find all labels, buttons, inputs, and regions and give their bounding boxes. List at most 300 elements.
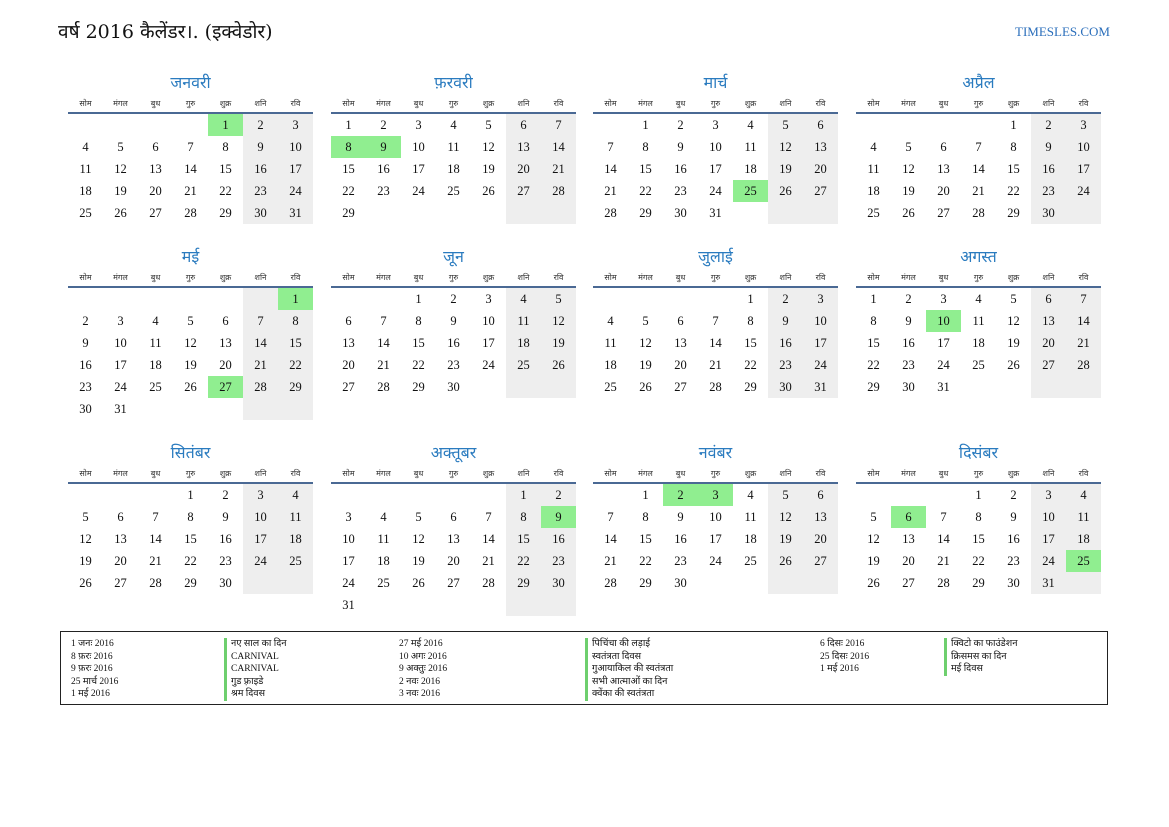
day-cell: 21	[1066, 332, 1101, 354]
day-cell: 10	[709, 509, 722, 524]
day-cell: 15	[639, 161, 652, 176]
day-cell: 7	[1066, 288, 1101, 310]
day-cell: 31	[342, 597, 355, 612]
day-cell: 23	[377, 183, 390, 198]
day-cell: 12	[541, 310, 576, 332]
month-name: अगस्त	[960, 247, 997, 266]
day-cell: 7	[712, 313, 719, 328]
empty-cell	[471, 594, 506, 616]
day-cell: 28	[1066, 354, 1101, 376]
weekday-label: मंगल	[638, 273, 653, 282]
day-cell: 16	[674, 531, 687, 546]
day-cell: 23	[674, 553, 687, 568]
day-cell: 20	[447, 553, 460, 568]
empty-cell	[1066, 572, 1101, 594]
empty-cell	[891, 114, 926, 136]
day-cell: 9	[82, 335, 89, 350]
empty-cell	[401, 202, 436, 224]
day-grid	[331, 484, 576, 616]
holiday-name: स्वतंत्रता दिवस	[585, 651, 673, 664]
weekday-label: मंगल	[901, 469, 916, 478]
month-calendar	[593, 442, 838, 594]
day-cell: 26	[867, 575, 880, 590]
empty-cell	[331, 484, 366, 506]
empty-cell	[663, 288, 698, 310]
weekday-label: बुध	[675, 273, 686, 282]
day-cell: 8	[415, 313, 422, 328]
day-cell: 16	[768, 332, 803, 354]
holiday-name: क्वेंका की स्वतंत्रता	[585, 688, 673, 701]
day-cell: 7	[152, 509, 159, 524]
day-cell: 7	[243, 310, 278, 332]
empty-cell	[926, 114, 961, 136]
day-cell: 19	[639, 357, 652, 372]
day-cell: 10	[342, 531, 355, 546]
empty-cell	[698, 288, 733, 310]
empty-cell	[138, 398, 173, 420]
day-cell: 17	[709, 161, 722, 176]
day-cell: 26	[902, 205, 915, 220]
day-grid	[593, 484, 838, 594]
day-cell: 6	[345, 313, 352, 328]
weekday-label: गुरु	[185, 273, 196, 282]
holiday-day-cell: 8	[331, 136, 366, 158]
weekday-label: गुरु	[710, 99, 721, 108]
holiday-day-cell: 25	[733, 180, 768, 202]
day-cell: 10	[1066, 136, 1101, 158]
empty-cell	[208, 398, 243, 420]
day-cell: 2	[1010, 487, 1017, 502]
holiday-day-cell: 1	[208, 114, 243, 136]
day-cell: 8	[870, 313, 877, 328]
day-cell: 11	[506, 310, 541, 332]
weekday-label: मंगल	[113, 469, 128, 478]
day-cell: 24	[937, 357, 950, 372]
day-cell: 30	[1007, 575, 1020, 590]
day-cell: 9	[1031, 136, 1066, 158]
weekday-label: गुरु	[185, 469, 196, 478]
day-cell: 5	[415, 509, 422, 524]
day-cell: 9	[1010, 509, 1017, 524]
weekday-label: मंगल	[376, 99, 391, 108]
day-cell: 20	[674, 357, 687, 372]
weekday-label: रवि	[1078, 99, 1089, 108]
day-cell: 26	[412, 575, 425, 590]
day-cell: 30	[902, 379, 915, 394]
month-name: सितंबर	[170, 443, 211, 462]
day-cell: 27	[1031, 354, 1066, 376]
holiday-name: सभी आत्माओं का दिन	[585, 676, 673, 689]
day-cell: 1	[975, 487, 982, 502]
day-cell: 11	[744, 139, 757, 154]
month-name: मई	[181, 247, 200, 266]
day-cell: 20	[937, 183, 950, 198]
weekday-label: शनि	[254, 99, 267, 108]
day-cell: 15	[639, 531, 652, 546]
empty-cell	[541, 376, 576, 398]
empty-cell	[803, 572, 838, 594]
day-cell: 11	[744, 509, 757, 524]
day-cell: 17	[709, 531, 722, 546]
day-cell: 8	[747, 313, 754, 328]
day-cell: 12	[79, 531, 92, 546]
day-cell: 9	[222, 509, 229, 524]
day-cell: 24	[803, 354, 838, 376]
day-cell: 19	[114, 183, 127, 198]
day-cell: 16	[902, 335, 915, 350]
day-cell: 30	[674, 205, 687, 220]
day-cell: 6	[940, 139, 947, 154]
day-cell: 5	[541, 288, 576, 310]
empty-cell	[593, 484, 628, 506]
holiday-date: 2 नवः 2016	[399, 676, 440, 687]
holiday-day-cell: 9	[541, 506, 576, 528]
weekday-label: सोम	[79, 273, 92, 282]
day-cell: 8	[222, 139, 229, 154]
empty-cell	[366, 288, 401, 310]
day-cell: 13	[902, 531, 915, 546]
day-cell: 9	[243, 136, 278, 158]
day-cell: 3	[345, 509, 352, 524]
day-cell: 25	[604, 379, 617, 394]
weekday-label: रवि	[1078, 469, 1089, 478]
day-cell: 9	[905, 313, 912, 328]
day-cell: 3	[1066, 114, 1101, 136]
day-cell: 14	[709, 335, 722, 350]
weekday-label: सोम	[867, 273, 880, 282]
holiday-name: गुआयाकिल की स्वतंत्रता	[585, 663, 673, 676]
day-cell: 1	[345, 117, 352, 132]
holiday-day-cell: 3	[698, 484, 733, 506]
day-cell: 20	[506, 158, 541, 180]
day-cell: 29	[867, 379, 880, 394]
day-cell: 9	[677, 509, 684, 524]
day-cell: 28	[709, 379, 722, 394]
day-cell: 23	[79, 379, 92, 394]
weekday-label: गुरु	[973, 469, 984, 478]
day-cell: 26	[768, 180, 803, 202]
day-cell: 4	[1066, 484, 1101, 506]
day-cell: 27	[803, 550, 838, 572]
day-cell: 20	[342, 357, 355, 372]
day-cell: 15	[278, 332, 313, 354]
day-cell: 21	[184, 183, 197, 198]
day-grid	[856, 114, 1101, 224]
day-cell: 4	[747, 117, 754, 132]
day-cell: 4	[506, 288, 541, 310]
day-cell: 13	[674, 335, 687, 350]
weekday-label: शुक्र	[1007, 99, 1020, 108]
weekday-label: बुध	[150, 273, 161, 282]
day-cell: 3	[278, 114, 313, 136]
day-cell: 12	[639, 335, 652, 350]
day-cell: 20	[803, 528, 838, 550]
weekday-label: सोम	[79, 469, 92, 478]
holiday-names-col-3	[944, 638, 1017, 676]
day-cell: 14	[243, 332, 278, 354]
day-cell: 22	[744, 357, 757, 372]
day-cell: 26	[184, 379, 197, 394]
day-cell: 16	[541, 528, 576, 550]
day-cell: 7	[607, 139, 614, 154]
empty-cell	[243, 398, 278, 420]
weekday-label: शनि	[779, 99, 792, 108]
weekday-label: सोम	[342, 273, 355, 282]
day-cell: 28	[149, 575, 162, 590]
day-cell: 24	[482, 357, 495, 372]
empty-cell	[173, 398, 208, 420]
day-cell: 26	[1007, 357, 1020, 372]
day-cell: 25	[744, 553, 757, 568]
holiday-date: 9 अक्तुः 2016	[399, 664, 448, 675]
day-cell: 7	[380, 313, 387, 328]
day-cell: 10	[482, 313, 495, 328]
day-cell: 29	[278, 376, 313, 398]
month-calendar	[331, 246, 576, 398]
day-cell: 25	[972, 357, 985, 372]
month-calendar	[593, 246, 838, 398]
holiday-dates-col-3	[820, 638, 869, 676]
day-cell: 1	[642, 117, 649, 132]
day-cell: 7	[607, 509, 614, 524]
day-cell: 31	[709, 205, 722, 220]
day-cell: 20	[219, 357, 232, 372]
weekday-label: शनि	[254, 273, 267, 282]
day-cell: 28	[243, 376, 278, 398]
day-cell: 27	[803, 180, 838, 202]
day-cell: 12	[482, 139, 495, 154]
day-cell: 19	[768, 158, 803, 180]
day-cell: 13	[803, 136, 838, 158]
day-cell: 26	[768, 550, 803, 572]
day-cell: 5	[905, 139, 912, 154]
weekday-header	[856, 96, 1101, 114]
day-cell: 12	[867, 531, 880, 546]
holiday-dates-col-1	[71, 638, 118, 701]
day-cell: 13	[114, 531, 127, 546]
day-cell: 2	[905, 291, 912, 306]
day-cell: 24	[709, 553, 722, 568]
weekday-label: मंगल	[376, 273, 391, 282]
month-name: जुलाई	[698, 247, 733, 266]
day-grid	[331, 288, 576, 398]
month-name: अक्तूबर	[430, 443, 477, 462]
day-cell: 13	[219, 335, 232, 350]
day-cell: 22	[867, 357, 880, 372]
day-cell: 18	[447, 161, 460, 176]
weekday-label: शुक्र	[482, 273, 495, 282]
day-cell: 4	[450, 117, 457, 132]
empty-cell	[856, 114, 891, 136]
day-cell: 15	[972, 531, 985, 546]
day-cell: 1	[415, 291, 422, 306]
month-calendar	[856, 442, 1101, 594]
day-cell: 14	[937, 531, 950, 546]
day-cell: 16	[79, 357, 92, 372]
day-cell: 5	[187, 313, 194, 328]
weekday-label: बुध	[150, 99, 161, 108]
day-cell: 27	[674, 379, 687, 394]
site-link[interactable]: TIMESLES.COM	[1015, 24, 1110, 39]
day-cell: 6	[506, 114, 541, 136]
day-cell: 28	[377, 379, 390, 394]
weekday-label: शुक्र	[744, 99, 757, 108]
day-cell: 8	[642, 509, 649, 524]
day-cell: 11	[867, 161, 880, 176]
weekday-label: सोम	[867, 99, 880, 108]
month-calendar	[856, 246, 1101, 398]
day-cell: 19	[768, 528, 803, 550]
day-cell: 17	[937, 335, 950, 350]
day-cell: 19	[902, 183, 915, 198]
weekday-label: शनि	[517, 273, 530, 282]
day-grid	[856, 288, 1101, 398]
holiday-day-cell: 1	[278, 288, 313, 310]
day-cell: 4	[870, 139, 877, 154]
day-cell: 20	[149, 183, 162, 198]
weekday-label: शुक्र	[1007, 273, 1020, 282]
day-cell: 18	[278, 528, 313, 550]
weekday-label: बुध	[413, 469, 424, 478]
weekday-header	[68, 466, 313, 484]
holiday-day-cell: 27	[208, 376, 243, 398]
day-cell: 6	[117, 509, 124, 524]
day-cell: 28	[541, 180, 576, 202]
weekday-label: सोम	[342, 469, 355, 478]
day-cell: 23	[219, 553, 232, 568]
day-cell: 3	[940, 291, 947, 306]
weekday-label: शनि	[1042, 273, 1055, 282]
day-cell: 12	[184, 335, 197, 350]
day-cell: 17	[1066, 158, 1101, 180]
day-cell: 16	[219, 531, 232, 546]
empty-cell	[698, 572, 733, 594]
day-cell: 17	[278, 158, 313, 180]
weekday-label: शनि	[517, 469, 530, 478]
day-cell: 29	[412, 379, 425, 394]
empty-cell	[436, 484, 471, 506]
day-cell: 27	[342, 379, 355, 394]
day-cell: 14	[377, 335, 390, 350]
holiday-name: CARNIVAL	[224, 651, 287, 664]
empty-cell	[506, 594, 541, 616]
weekday-label: रवि	[815, 273, 826, 282]
empty-cell	[243, 288, 278, 310]
empty-cell	[436, 594, 471, 616]
day-cell: 24	[342, 575, 355, 590]
empty-cell	[733, 202, 768, 224]
day-cell: 11	[377, 531, 390, 546]
holiday-date: 6 दिसः 2016	[820, 639, 865, 649]
day-cell: 17	[412, 161, 425, 176]
day-cell: 22	[506, 550, 541, 572]
day-cell: 18	[744, 161, 757, 176]
day-cell: 14	[482, 531, 495, 546]
day-cell: 8	[1010, 139, 1017, 154]
holiday-name: पिचिंचा की लड़ाई	[585, 638, 673, 651]
day-cell: 15	[506, 528, 541, 550]
weekday-label: मंगल	[638, 469, 653, 478]
day-cell: 31	[937, 379, 950, 394]
day-cell: 18	[1066, 528, 1101, 550]
weekday-label: शुक्र	[219, 469, 232, 478]
holiday-day-cell: 9	[366, 136, 401, 158]
day-cell: 30	[674, 575, 687, 590]
weekday-label: शुक्र	[482, 469, 495, 478]
empty-cell	[401, 484, 436, 506]
day-cell: 21	[541, 158, 576, 180]
day-cell: 13	[447, 531, 460, 546]
day-cell: 6	[803, 114, 838, 136]
weekday-label: सोम	[79, 99, 92, 108]
holiday-date: 9 फ़रः 2016	[71, 664, 113, 675]
day-cell: 19	[184, 357, 197, 372]
empty-cell	[471, 484, 506, 506]
day-cell: 17	[114, 357, 127, 372]
day-cell: 10	[243, 506, 278, 528]
day-cell: 22	[278, 354, 313, 376]
weekday-label: गुरु	[448, 469, 459, 478]
day-cell: 19	[412, 553, 425, 568]
holiday-date: 1 जनः 2016	[71, 639, 114, 649]
day-cell: 24	[1066, 180, 1101, 202]
day-cell: 5	[82, 509, 89, 524]
day-cell: 20	[803, 158, 838, 180]
day-cell: 14	[972, 161, 985, 176]
day-cell: 26	[114, 205, 127, 220]
day-cell: 25	[506, 354, 541, 376]
empty-cell	[506, 376, 541, 398]
weekday-label: शनि	[254, 469, 267, 478]
day-cell: 7	[187, 139, 194, 154]
day-cell: 23	[674, 183, 687, 198]
day-cell: 13	[342, 335, 355, 350]
day-grid	[331, 114, 576, 224]
day-cell: 26	[541, 354, 576, 376]
day-cell: 5	[768, 484, 803, 506]
day-cell: 13	[149, 161, 162, 176]
day-cell: 15	[1007, 161, 1020, 176]
day-cell: 16	[1007, 531, 1020, 546]
holiday-date: 27 मई 2016	[399, 639, 443, 649]
day-cell: 15	[744, 335, 757, 350]
day-cell: 23	[768, 354, 803, 376]
day-cell: 4	[975, 291, 982, 306]
day-cell: 1	[506, 484, 541, 506]
weekday-header	[331, 270, 576, 288]
day-cell: 22	[972, 553, 985, 568]
weekday-label: रवि	[290, 273, 301, 282]
empty-cell	[1066, 376, 1101, 398]
day-cell: 9	[768, 310, 803, 332]
empty-cell	[366, 484, 401, 506]
day-cell: 29	[972, 575, 985, 590]
day-cell: 2	[768, 288, 803, 310]
weekday-label: बुध	[675, 99, 686, 108]
empty-cell	[856, 484, 891, 506]
empty-cell	[593, 288, 628, 310]
weekday-header	[593, 96, 838, 114]
day-cell: 16	[674, 161, 687, 176]
day-cell: 11	[447, 139, 460, 154]
holiday-date: 25 मार्च 2016	[71, 676, 119, 687]
holiday-date: 1 मई 2016	[820, 664, 859, 675]
day-cell: 16	[1031, 158, 1066, 180]
day-cell: 17	[342, 553, 355, 568]
day-cell: 27	[447, 575, 460, 590]
day-cell: 4	[82, 139, 89, 154]
weekday-label: मंगल	[901, 99, 916, 108]
